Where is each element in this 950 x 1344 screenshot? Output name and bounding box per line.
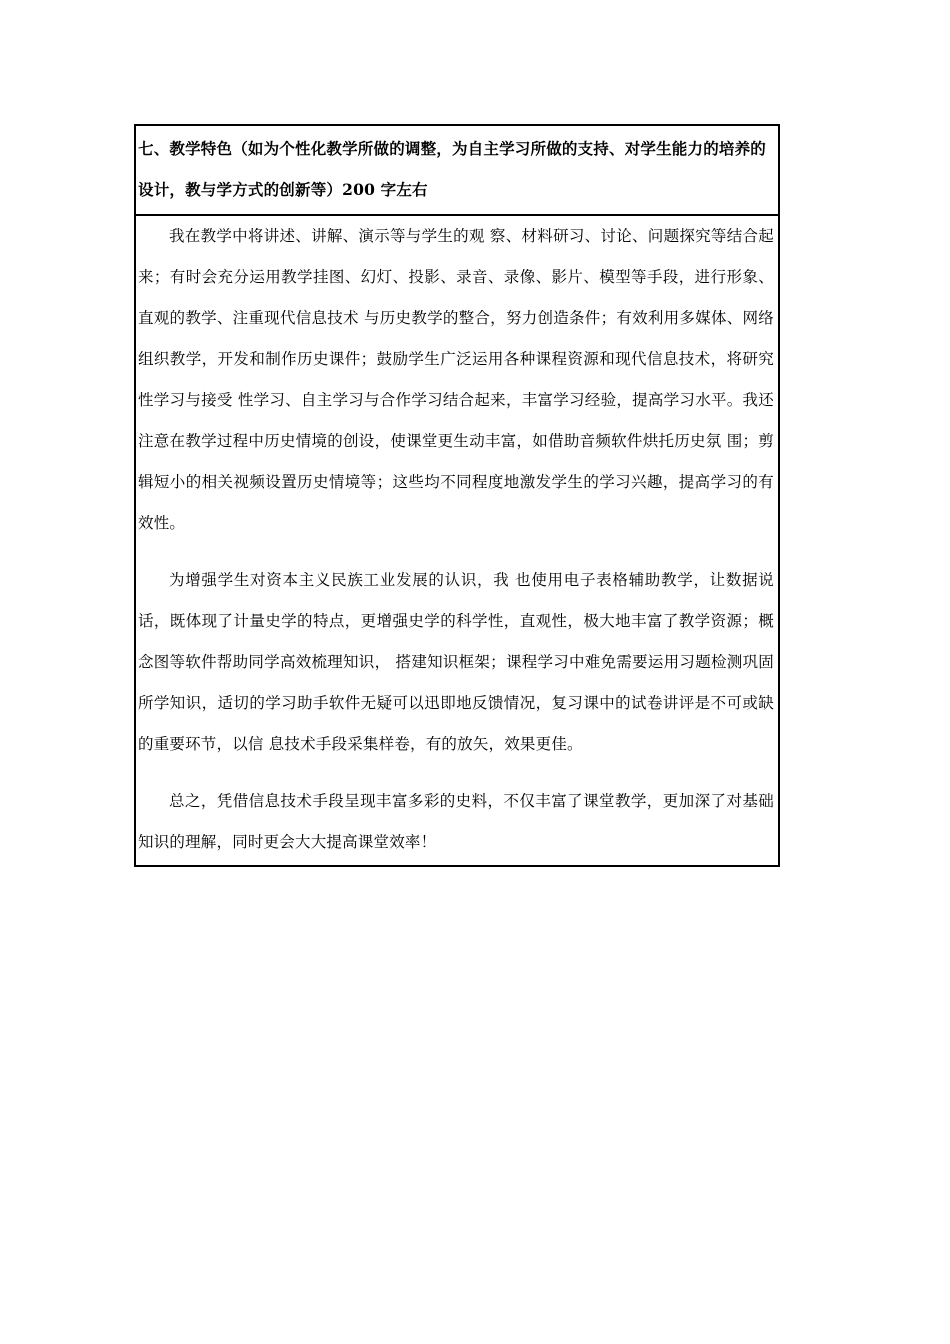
- section-heading: 七、教学特色（如为个性化教学所做的调整，为自主学习所做的支持、对学生能力的培养的设计，教与学方式的创新等）200 字左右: [136, 126, 778, 216]
- teaching-feature-table: [134, 124, 780, 867]
- paragraph-spreadsheet-use: 为增强学生对资本主义民族工业发展的认识，我 也使用电子表格辅助教学，让数据说话，既体现了计量史学的特点，更增强史学的科学性，直观性，极大地丰富了教学资源；概念图等软件帮助同学高效梳理知识， 搭建知识框架；课程学习中难免需要运用习题检测巩固所学知识，适切的学习助手软件无疑可以迅即地反馈情况，复习课中的试卷讲评是不可或缺的重要环节，以信 息技术手段采集样卷，有的放矢，效果更佳。: [138, 571, 774, 753]
- paragraph-teaching-methods: 我在教学中将讲述、讲解、演示等与学生的观 察、材料研习、讨论、问题探究等结合起来；有时会充分运用教学挂图、幻灯、投影、录音、录像、影片、模型等手段，进行形象、直观的教学、注重现代信息技术 与历史教学的整合，努力创造条件；有效利用多媒体、网络组织教学，开发和制作历史课件；鼓励学生广泛运用各种课程资源和现代信息技术，将研究性学习与接受 性学习、自主学习与合作学习结合起来，丰富学习经验，提高学习水平。我还注意在教学过程中历史情境的创设，使课堂更生动丰富，如借助音频软件烘托历史氛 围；剪辑短小的相关视频设置历史情境等；这些均不同程度地激发学生的学习兴趣，提高学习的有效性。: [138, 227, 774, 532]
- paragraph-conclusion: 总之，凭借信息技术手段呈现丰富多彩的史料，不仅丰富了课堂教学，更加深了对基础知识的理解，同时更会大大提高课堂效率！: [138, 792, 774, 851]
- section-body: [136, 216, 778, 865]
